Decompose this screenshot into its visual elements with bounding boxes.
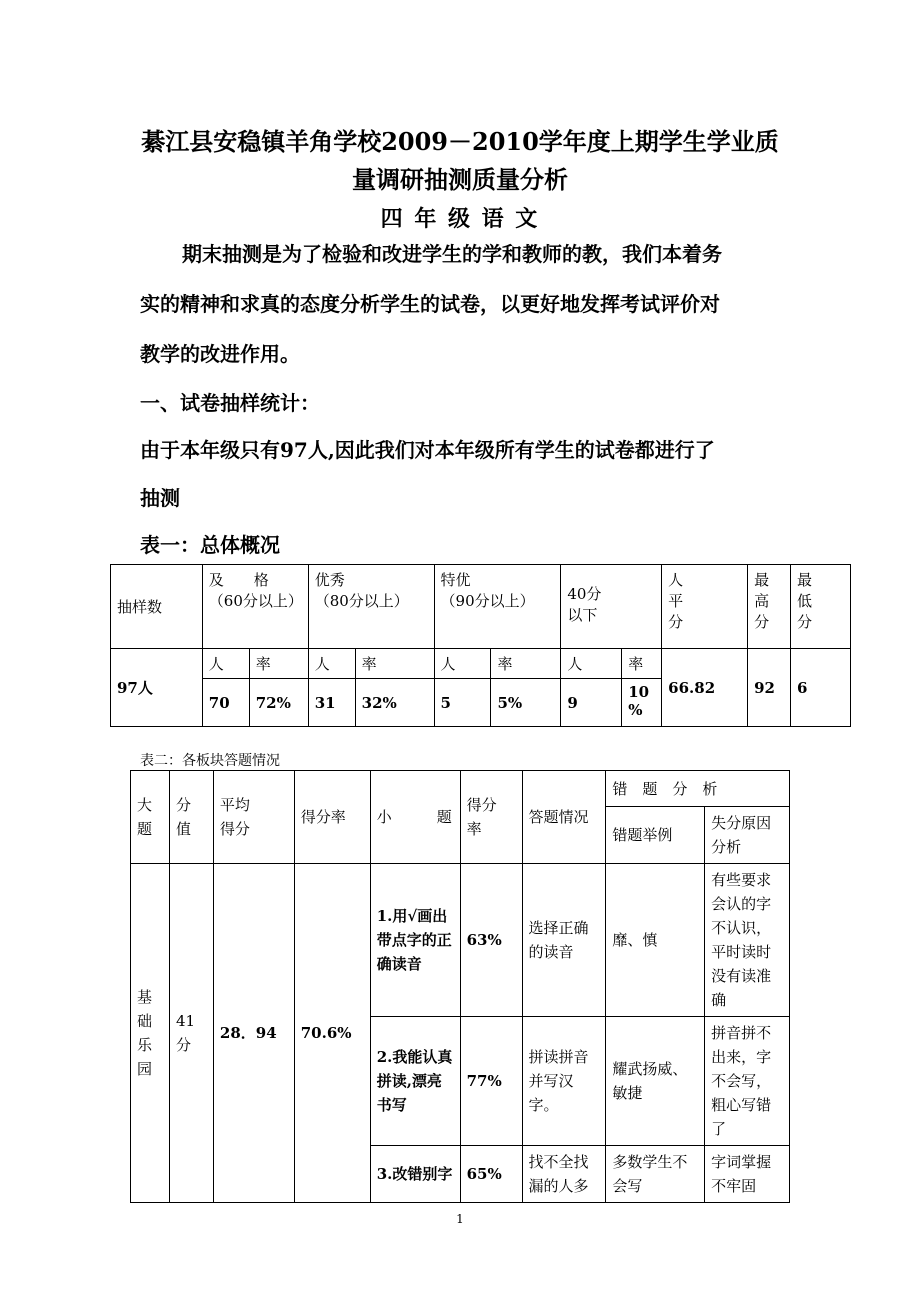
item-3: 3.改错别字 [370, 1146, 460, 1203]
header-below-40: 40分 以下 [561, 565, 662, 649]
good-people: 31 [308, 679, 355, 727]
section-1-heading: 一、试卷抽样统计： [140, 391, 320, 415]
table-1-caption: 表一：总体概况 [140, 533, 280, 557]
below-40-people: 9 [561, 679, 622, 727]
item-3-examples: 多数学生不会写 [606, 1146, 705, 1203]
header-max: 最 高 分 [748, 565, 791, 649]
header-error-examples: 错题举例 [606, 807, 705, 864]
sub-rate: 率 [249, 649, 308, 679]
intro-line-2: 实的精神和求真的态度分析学生的试卷，以更好地发挥考试评价对 [140, 292, 720, 316]
header-sample: 抽样数 [111, 565, 203, 649]
header-average-score: 平均 得分 [213, 771, 294, 864]
section-1-text-line-1: 由于本年级只有97人,因此我们对本年级所有学生的试卷都进行了 [140, 438, 715, 462]
item-2-answers: 拼读拼音并写汉字。 [522, 1017, 606, 1146]
sample-value: 97人 [111, 649, 203, 727]
excellent-people: 5 [434, 679, 491, 727]
item-1-reason: 有些要求会认的字不认识，平时读时没有读准确 [705, 864, 790, 1017]
sub-people: 人 [561, 649, 622, 679]
header-item: 小 题 [370, 771, 460, 864]
header-section: 大 题 [131, 771, 170, 864]
section-1-text-line-2: 抽测 [140, 486, 180, 510]
sub-rate: 率 [355, 649, 434, 679]
item-1: 1.用√画出带点字的正确读音 [370, 864, 460, 1017]
header-item-rate: 得分 率 [460, 771, 522, 864]
min-value: 6 [791, 649, 851, 727]
header-excellent: 特优 （90分以上） [434, 565, 561, 649]
item-3-reason: 字词掌握不牢固 [705, 1146, 790, 1203]
header-min: 最 低 分 [791, 565, 851, 649]
header-pass: 及 格 （60分以上） [202, 565, 308, 649]
intro-line-3: 教学的改进作用。 [140, 342, 300, 366]
section-name: 基础乐园 [131, 864, 170, 1203]
page-number: 1 [456, 1212, 464, 1226]
section-rate: 70.6% [294, 864, 370, 1203]
item-2-examples: 耀武扬威、敏捷 [606, 1017, 705, 1146]
item-1-examples: 靡、慎 [606, 864, 705, 1017]
average-value: 66.82 [662, 649, 748, 727]
below-40-rate: 10 % [622, 679, 662, 727]
intro-line-1: 期末抽测是为了检验和改进学生的学和教师的教，我们本着务 [182, 242, 722, 266]
sub-people: 人 [202, 649, 249, 679]
item-2-rate: 77% [460, 1017, 522, 1146]
sub-people: 人 [308, 649, 355, 679]
section-analysis-table [130, 770, 790, 1203]
item-2: 2.我能认真拼读,漂亮书写 [370, 1017, 460, 1146]
header-loss-reason: 失分原因 分析 [705, 807, 790, 864]
excellent-rate: 5% [491, 679, 561, 727]
pass-rate: 72% [249, 679, 308, 727]
overview-table [110, 564, 851, 727]
max-value: 92 [748, 649, 791, 727]
item-1-rate: 63% [460, 864, 522, 1017]
pass-people: 70 [202, 679, 249, 727]
item-3-answers: 找不全找漏的人多 [522, 1146, 606, 1203]
header-score-rate: 得分率 [294, 771, 370, 864]
header-error-analysis: 错 题 分 析 [606, 771, 790, 807]
item-2-reason: 拼音拼不出来，字不会写，粗心写错了 [705, 1017, 790, 1146]
title-line-2: 量调研抽测质量分析 [352, 165, 568, 194]
header-good: 优秀 （80分以上） [308, 565, 434, 649]
good-rate: 32% [355, 679, 434, 727]
sub-people: 人 [434, 649, 491, 679]
title-line-1: 綦江县安稳镇羊角学校2009－2010学年度上期学生学业质 [141, 127, 779, 156]
header-points: 分 值 [169, 771, 213, 864]
section-average: 28．94 [213, 864, 294, 1203]
sub-rate: 率 [491, 649, 561, 679]
sub-rate: 率 [622, 649, 662, 679]
header-average: 人 平 分 [662, 565, 748, 649]
table-2-caption: 表二：各板块答题情况 [140, 753, 280, 769]
subtitle: 四 年 级 语 文 [380, 206, 540, 232]
section-points: 41分 [169, 864, 213, 1203]
item-3-rate: 65% [460, 1146, 522, 1203]
header-answers: 答题情况 [522, 771, 606, 864]
item-1-answers: 选择正确的读音 [522, 864, 606, 1017]
